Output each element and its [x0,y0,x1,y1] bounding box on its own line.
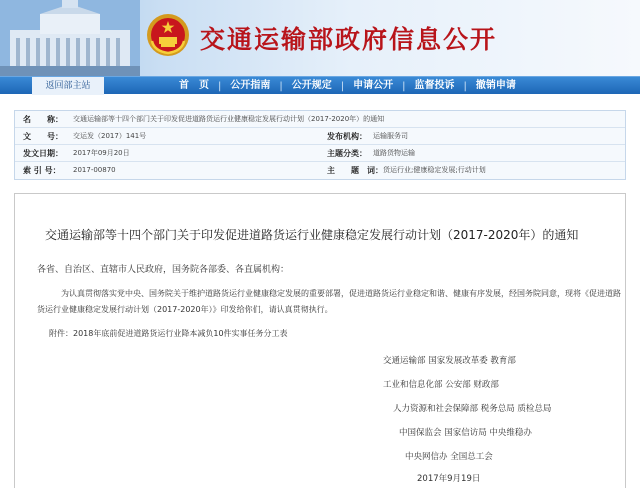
main-nav-bar [0,76,640,94]
meta-label-date: 发文日期： [23,149,63,158]
meta-label-topic: 主 题 词： [327,166,383,175]
nav-divider: | [340,80,345,92]
nav-menu [170,77,525,95]
document-metadata-table [14,110,626,180]
site-title: 交通运输部政府信息公开 [200,25,498,54]
meta-value-category: 道路货物运输 [373,149,415,157]
attachment-link[interactable]: 附件：2018年底前促进道路货运行业降本减负10件实事任务分工表 [49,329,288,338]
signer-line: 工业和信息化部 公安部 财政部 [383,380,499,390]
meta-row-date [15,145,625,162]
meta-label-name: 名 称： [23,115,63,124]
nav-item-apply[interactable]: 申请公开 [353,80,394,91]
meta-value-issuer: 运输服务司 [373,132,408,140]
meta-label-issuer: 发布机构： [327,132,367,141]
document-paragraph: 为认真贯彻落实党中央、国务院关于维护道路货运行业健康稳定发展的重要部署，促进道路货运行业稳定和谐、健康有序发展，经国务院同意，现将《促进道路货运行业健康稳定发展行动计划（2017-2020年）》印发给你们，请认真贯彻执行。 [37,289,621,314]
nav-item-complaint[interactable]: 监督投诉 [414,80,455,91]
meta-row-docno [15,128,625,145]
nav-divider: | [279,80,283,92]
meta-row-name [15,111,625,128]
nav-divider: | [218,80,222,92]
document-body [14,193,626,488]
nav-divider: | [463,80,467,92]
meta-label-docno: 文 号： [23,132,63,141]
document-title: 交通运输部等十四个部门关于印发促进道路货运行业健康稳定发展行动计划（2017-2020年）的通知 [45,228,579,242]
nav-divider: | [402,80,406,92]
nav-item-home[interactable]: 首 页 [179,80,209,91]
meta-value-index: 2017-00870 [73,166,116,174]
header-banner [0,0,640,76]
meta-label-index: 索 引 号： [23,166,61,175]
signer-line: 中央网信办 全国总工会 [405,452,493,462]
sign-date: 2017年9月19日 [417,474,481,484]
meta-value-topic: 货运行业;健康稳定发展;行动计划 [383,166,486,174]
document-salutation: 各省、自治区、直辖市人民政府，国务院各部委、各直属机构： [37,265,290,275]
national-emblem-icon [146,13,190,57]
signer-line: 人力资源和社会保障部 税务总局 质检总局 [393,404,552,414]
nav-item-withdraw[interactable]: 撤销申请 [475,80,516,91]
signer-line: 交通运输部 国家发展改革委 教育部 [383,356,516,366]
government-building-image [0,0,140,76]
signer-line: 中国保监会 国家信访局 中央维稳办 [399,428,532,438]
meta-label-category: 主题分类： [327,149,367,158]
nav-item-guide[interactable]: 公开指南 [230,80,271,91]
meta-value-date: 2017年09月20日 [73,149,130,157]
meta-value-docno: 交运发（2017）141号 [73,132,147,140]
return-home-link[interactable]: 返回部主站 [32,77,104,95]
meta-value-name: 交通运输部等十四个部门关于印发促进道路货运行业健康稳定发展行动计划（2017-2020年）的通知 [73,115,385,123]
meta-row-index [15,162,625,179]
nav-item-rules[interactable]: 公开规定 [291,80,332,91]
